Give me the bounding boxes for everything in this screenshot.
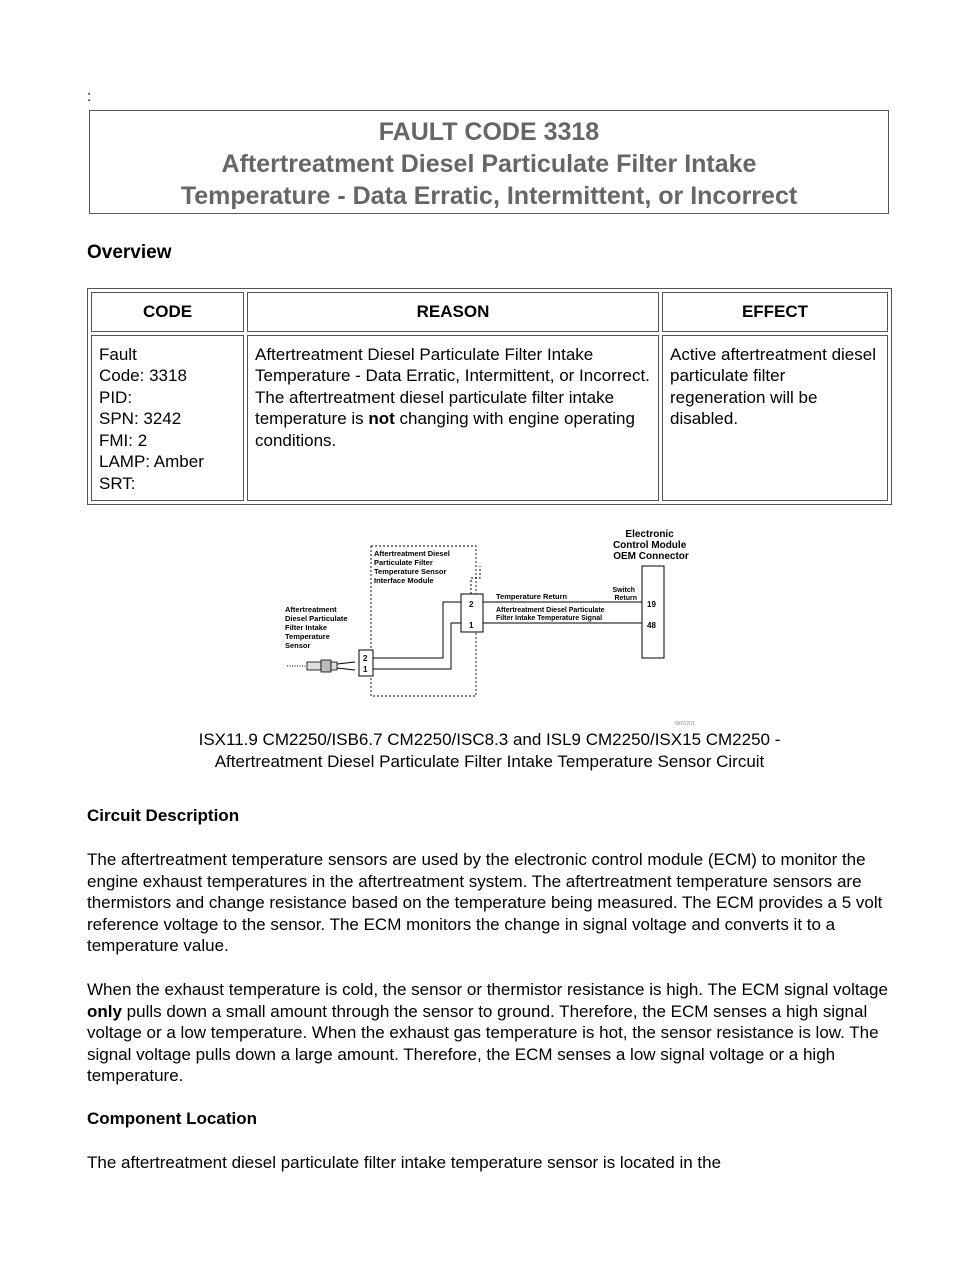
fault-title-box	[89, 110, 889, 214]
header-code: CODE	[91, 292, 244, 332]
sensor-pin-2: 2	[363, 654, 368, 663]
reason-cell	[247, 335, 659, 502]
temperature-return-label: Temperature Return	[496, 592, 568, 601]
fault-title-line-3: Temperature - Data Erratic, Intermittent, or Incorrect	[180, 182, 798, 210]
interface-module-label: Aftertreatment Diesel Particulate Filter Temperature Sensor Interface Module	[374, 549, 450, 585]
figure-id: f9r01701	[675, 721, 695, 727]
effect-cell: Active aftertreatment diesel particulate filter regeneration will be disabled.	[662, 335, 888, 502]
ecm-pin-48: 48	[647, 621, 656, 630]
caption-line-1: ISX11.9 CM2250/ISB6.7 CM2250/ISC8.3 and ISL9 CM2250/ISX15 CM2250 -	[198, 730, 781, 749]
table-header-row	[91, 292, 888, 332]
module-pin-2: 2	[469, 600, 474, 609]
ecm-connector-box	[642, 566, 664, 658]
reason-bold: not	[368, 409, 395, 428]
ecm-label: Electronic Control Module OEM Connector	[612, 529, 689, 562]
switch-return-label: Switch Return	[612, 587, 637, 602]
temperature-sensor-icon	[287, 660, 355, 672]
fault-code-title: FAULT CODE 3318	[378, 118, 600, 146]
circuit-paragraph-2	[87, 979, 897, 1087]
caption-line-2: Aftertreatment Diesel Particulate Filter Intake Temperature Sensor Circuit	[214, 751, 765, 771]
sensor-wire-1	[373, 623, 461, 669]
signal-label: Aftertreatment Diesel Particulate Filter Intake Temperature Signal	[496, 607, 605, 622]
circuit-p2-text: When the exhaust temperature is cold, the sensor or thermistor resistance is high. The ECM signal voltage	[87, 980, 888, 999]
fault-code-table	[87, 288, 892, 505]
code-cell	[91, 335, 244, 502]
circuit-p2-text-end: pulls down a small amount through the sensor to ground. Therefore, the ECM senses a high signal voltage or a low temperature. When the exhaust gas temperature is hot, the sensor resistance is low. The signal voltage pulls down a large amount. Therefore, the ECM senses a low signal voltage or a high temperature.	[87, 1001, 879, 1085]
shield-line	[471, 566, 480, 594]
ecm-pin-19: 19	[647, 600, 656, 609]
code-line: LAMP: Amber	[99, 452, 204, 471]
module-pin-1: 1	[469, 621, 474, 630]
circuit-description-heading: Circuit Description	[87, 806, 240, 825]
sensor-wire-2	[373, 602, 461, 658]
code-line: SRT:	[99, 473, 136, 493]
circuit-p2-bold: only	[87, 1001, 122, 1021]
code-line: SPN: 3242	[99, 409, 182, 428]
code-line: Fault	[99, 344, 137, 364]
code-line: Code: 3318	[99, 366, 187, 385]
circuit-diagram	[275, 522, 705, 727]
reason-text-end: changing with engine operating conditions.	[255, 409, 635, 450]
component-paragraph-1: The aftertreatment diesel particulate filter intake temperature sensor is located in the	[87, 1153, 722, 1172]
reason-text: Aftertreatment Diesel Particulate Filter Intake Temperature - Data Erratic, Intermittent, or Incorrect. The aftertreatment diesel particulate filter intake temperature is	[255, 344, 650, 428]
diagram-caption	[87, 729, 892, 772]
fault-title-line-2: Aftertreatment Diesel Particulate Filter Intake	[221, 150, 757, 178]
sensor-label: Aftertreatment Diesel Particulate Filter Intake Temperature Sensor	[285, 605, 348, 650]
component-location-heading: Component Location	[87, 1109, 257, 1128]
table-row	[91, 335, 888, 502]
circuit-paragraph-1: The aftertreatment temperature sensors are used by the electronic control module (ECM) to monitor the engine exhaust temperatures in the aftertreatment system. The aftertreatment temperature sensors are thermistors and change resistance based on the temperature being measured. The ECM provides a 5 volt reference voltage to the sensor. The ECM monitors the change in signal voltage and converts it to a temperature value.	[87, 850, 883, 955]
header-effect: EFFECT	[662, 292, 888, 332]
header-reason: REASON	[247, 292, 659, 332]
sensor-pin-1: 1	[363, 665, 368, 674]
leading-colon: :	[87, 88, 92, 105]
code-line: FMI: 2	[99, 430, 148, 450]
code-line: PID:	[99, 387, 133, 407]
overview-heading: Overview	[87, 242, 172, 263]
